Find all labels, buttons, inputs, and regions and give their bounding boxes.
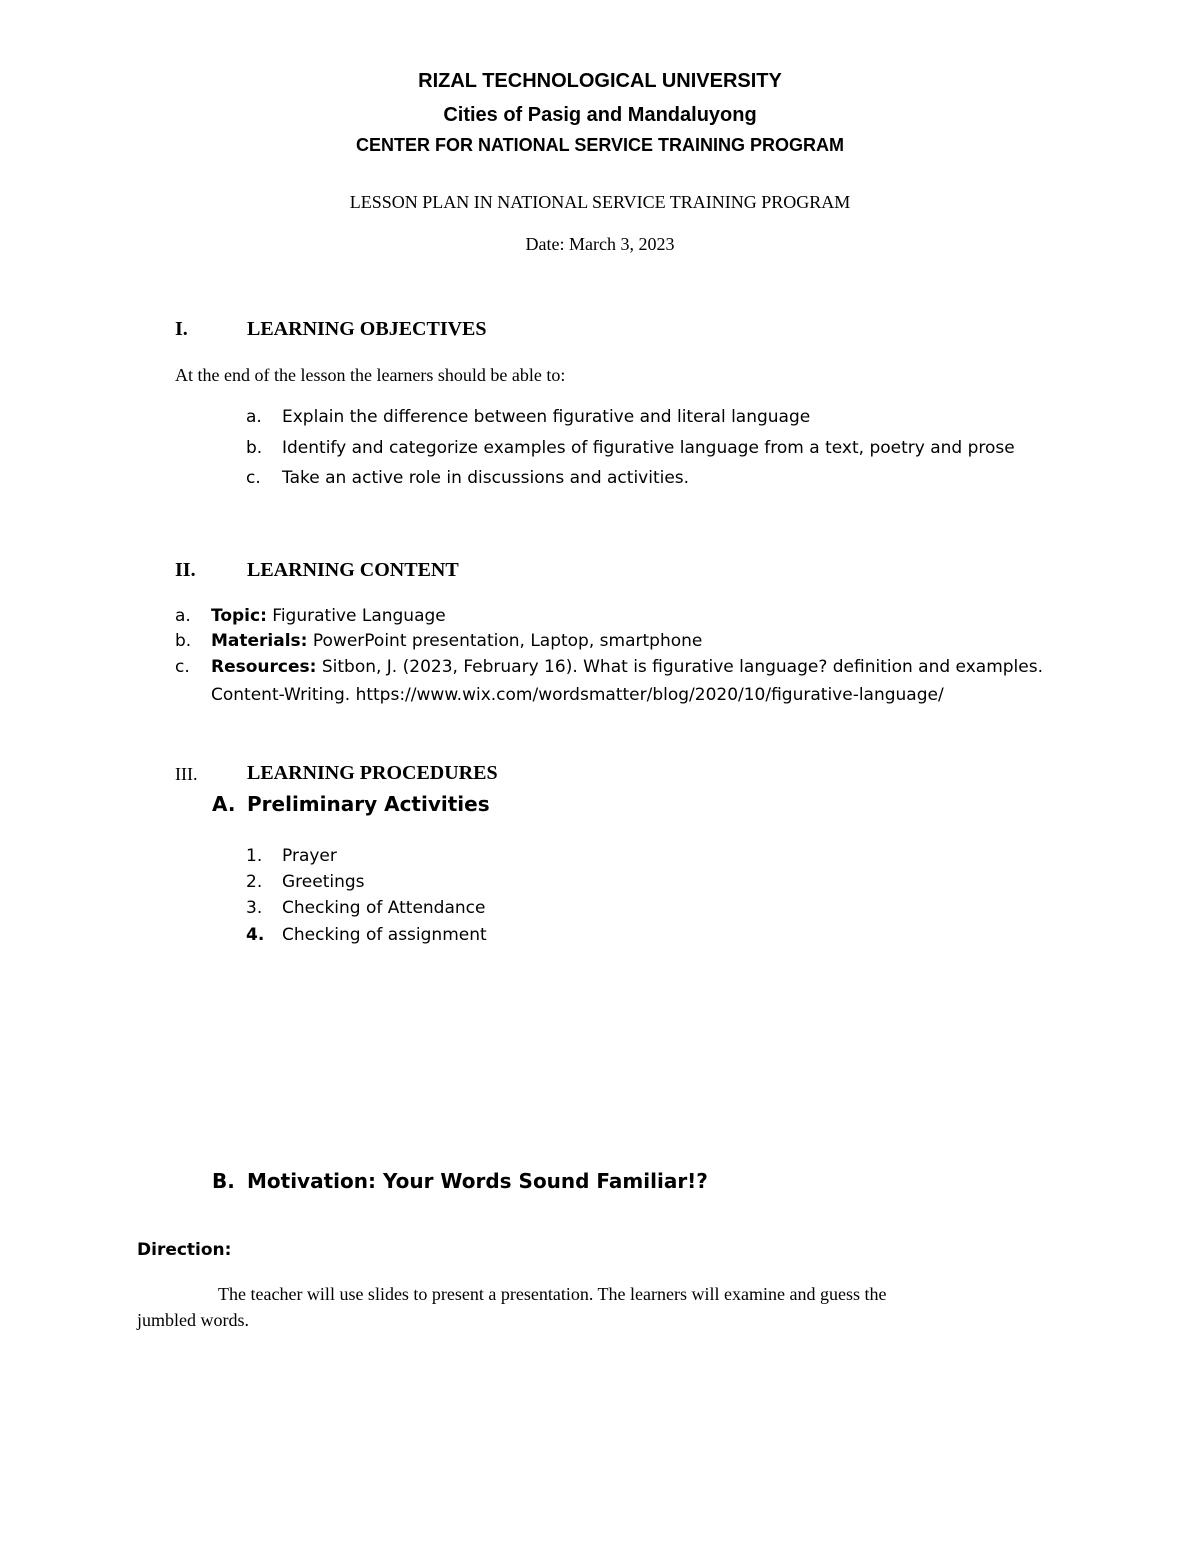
list-marker: b.	[246, 438, 263, 458]
list-item: Take an active role in discussions and activities.	[282, 468, 690, 488]
objectives-intro: At the end of the lesson the learners should be able to:	[175, 365, 566, 385]
list-item	[211, 631, 702, 651]
direction-label: Direction:	[137, 1240, 232, 1260]
list-marker: 1.	[246, 846, 263, 866]
lesson-plan-title: LESSON PLAN IN NATIONAL SERVICE TRAINING PROGRAM	[349, 192, 851, 212]
content-value: PowerPoint presentation, Laptop, smartphone	[312, 631, 703, 651]
list-item	[211, 606, 446, 626]
list-item: Checking of assignment	[282, 925, 487, 945]
cities-subtitle: Cities of Pasig and Mandaluyong	[443, 104, 757, 126]
section-number: I.	[175, 318, 188, 340]
list-item: Explain the difference between figurative and literal language	[282, 407, 811, 427]
content-label: Materials:	[211, 631, 308, 651]
direction-text: The teacher will use slides to present a presentation. The learners will examine and guess the	[218, 1284, 887, 1304]
content-label: Topic:	[211, 606, 267, 626]
content-label: Resources:	[211, 657, 317, 677]
section-title-procedures: LEARNING PROCEDURES	[247, 762, 498, 784]
list-marker: c.	[175, 657, 190, 677]
resource-citation-continued: Content-Writing. https://www.wix.com/wordsmatter/blog/2020/10/figurative-language/	[211, 685, 944, 705]
subsection-title-motivation: Motivation: Your Words Sound Familiar!?	[247, 1169, 708, 1193]
list-marker: 2.	[246, 872, 263, 892]
subsection-marker: A.	[212, 792, 236, 816]
list-item: Prayer	[282, 846, 337, 866]
subsection-title-preliminary: Preliminary Activities	[247, 792, 490, 816]
list-marker: a.	[246, 407, 262, 427]
list-item: Checking of Attendance	[282, 898, 486, 918]
list-marker: 3.	[246, 898, 263, 918]
university-name: RIZAL TECHNOLOGICAL UNIVERSITY	[418, 70, 782, 92]
center-name: CENTER FOR NATIONAL SERVICE TRAINING PROGRAM	[355, 135, 845, 155]
section-number: II.	[175, 559, 196, 581]
content-value: Figurative Language	[272, 606, 446, 626]
subsection-marker: B.	[212, 1169, 235, 1193]
section-number: III.	[175, 764, 198, 784]
section-title-objectives: LEARNING OBJECTIVES	[247, 318, 487, 340]
list-marker: a.	[175, 606, 191, 626]
direction-text-continued: jumbled words.	[137, 1310, 249, 1330]
list-marker: c.	[246, 468, 261, 488]
lesson-date: Date: March 3, 2023	[525, 234, 675, 254]
list-item	[211, 657, 1043, 677]
content-value: Sitbon, J. (2023, February 16). What is figurative language? definition and examples.	[321, 657, 1043, 677]
section-title-content: LEARNING CONTENT	[247, 559, 459, 581]
list-item: Identify and categorize examples of figurative language from a text, poetry and prose	[282, 438, 1015, 458]
list-marker: b.	[175, 631, 192, 651]
list-item: Greetings	[282, 872, 365, 892]
list-marker: 4.	[246, 925, 265, 945]
